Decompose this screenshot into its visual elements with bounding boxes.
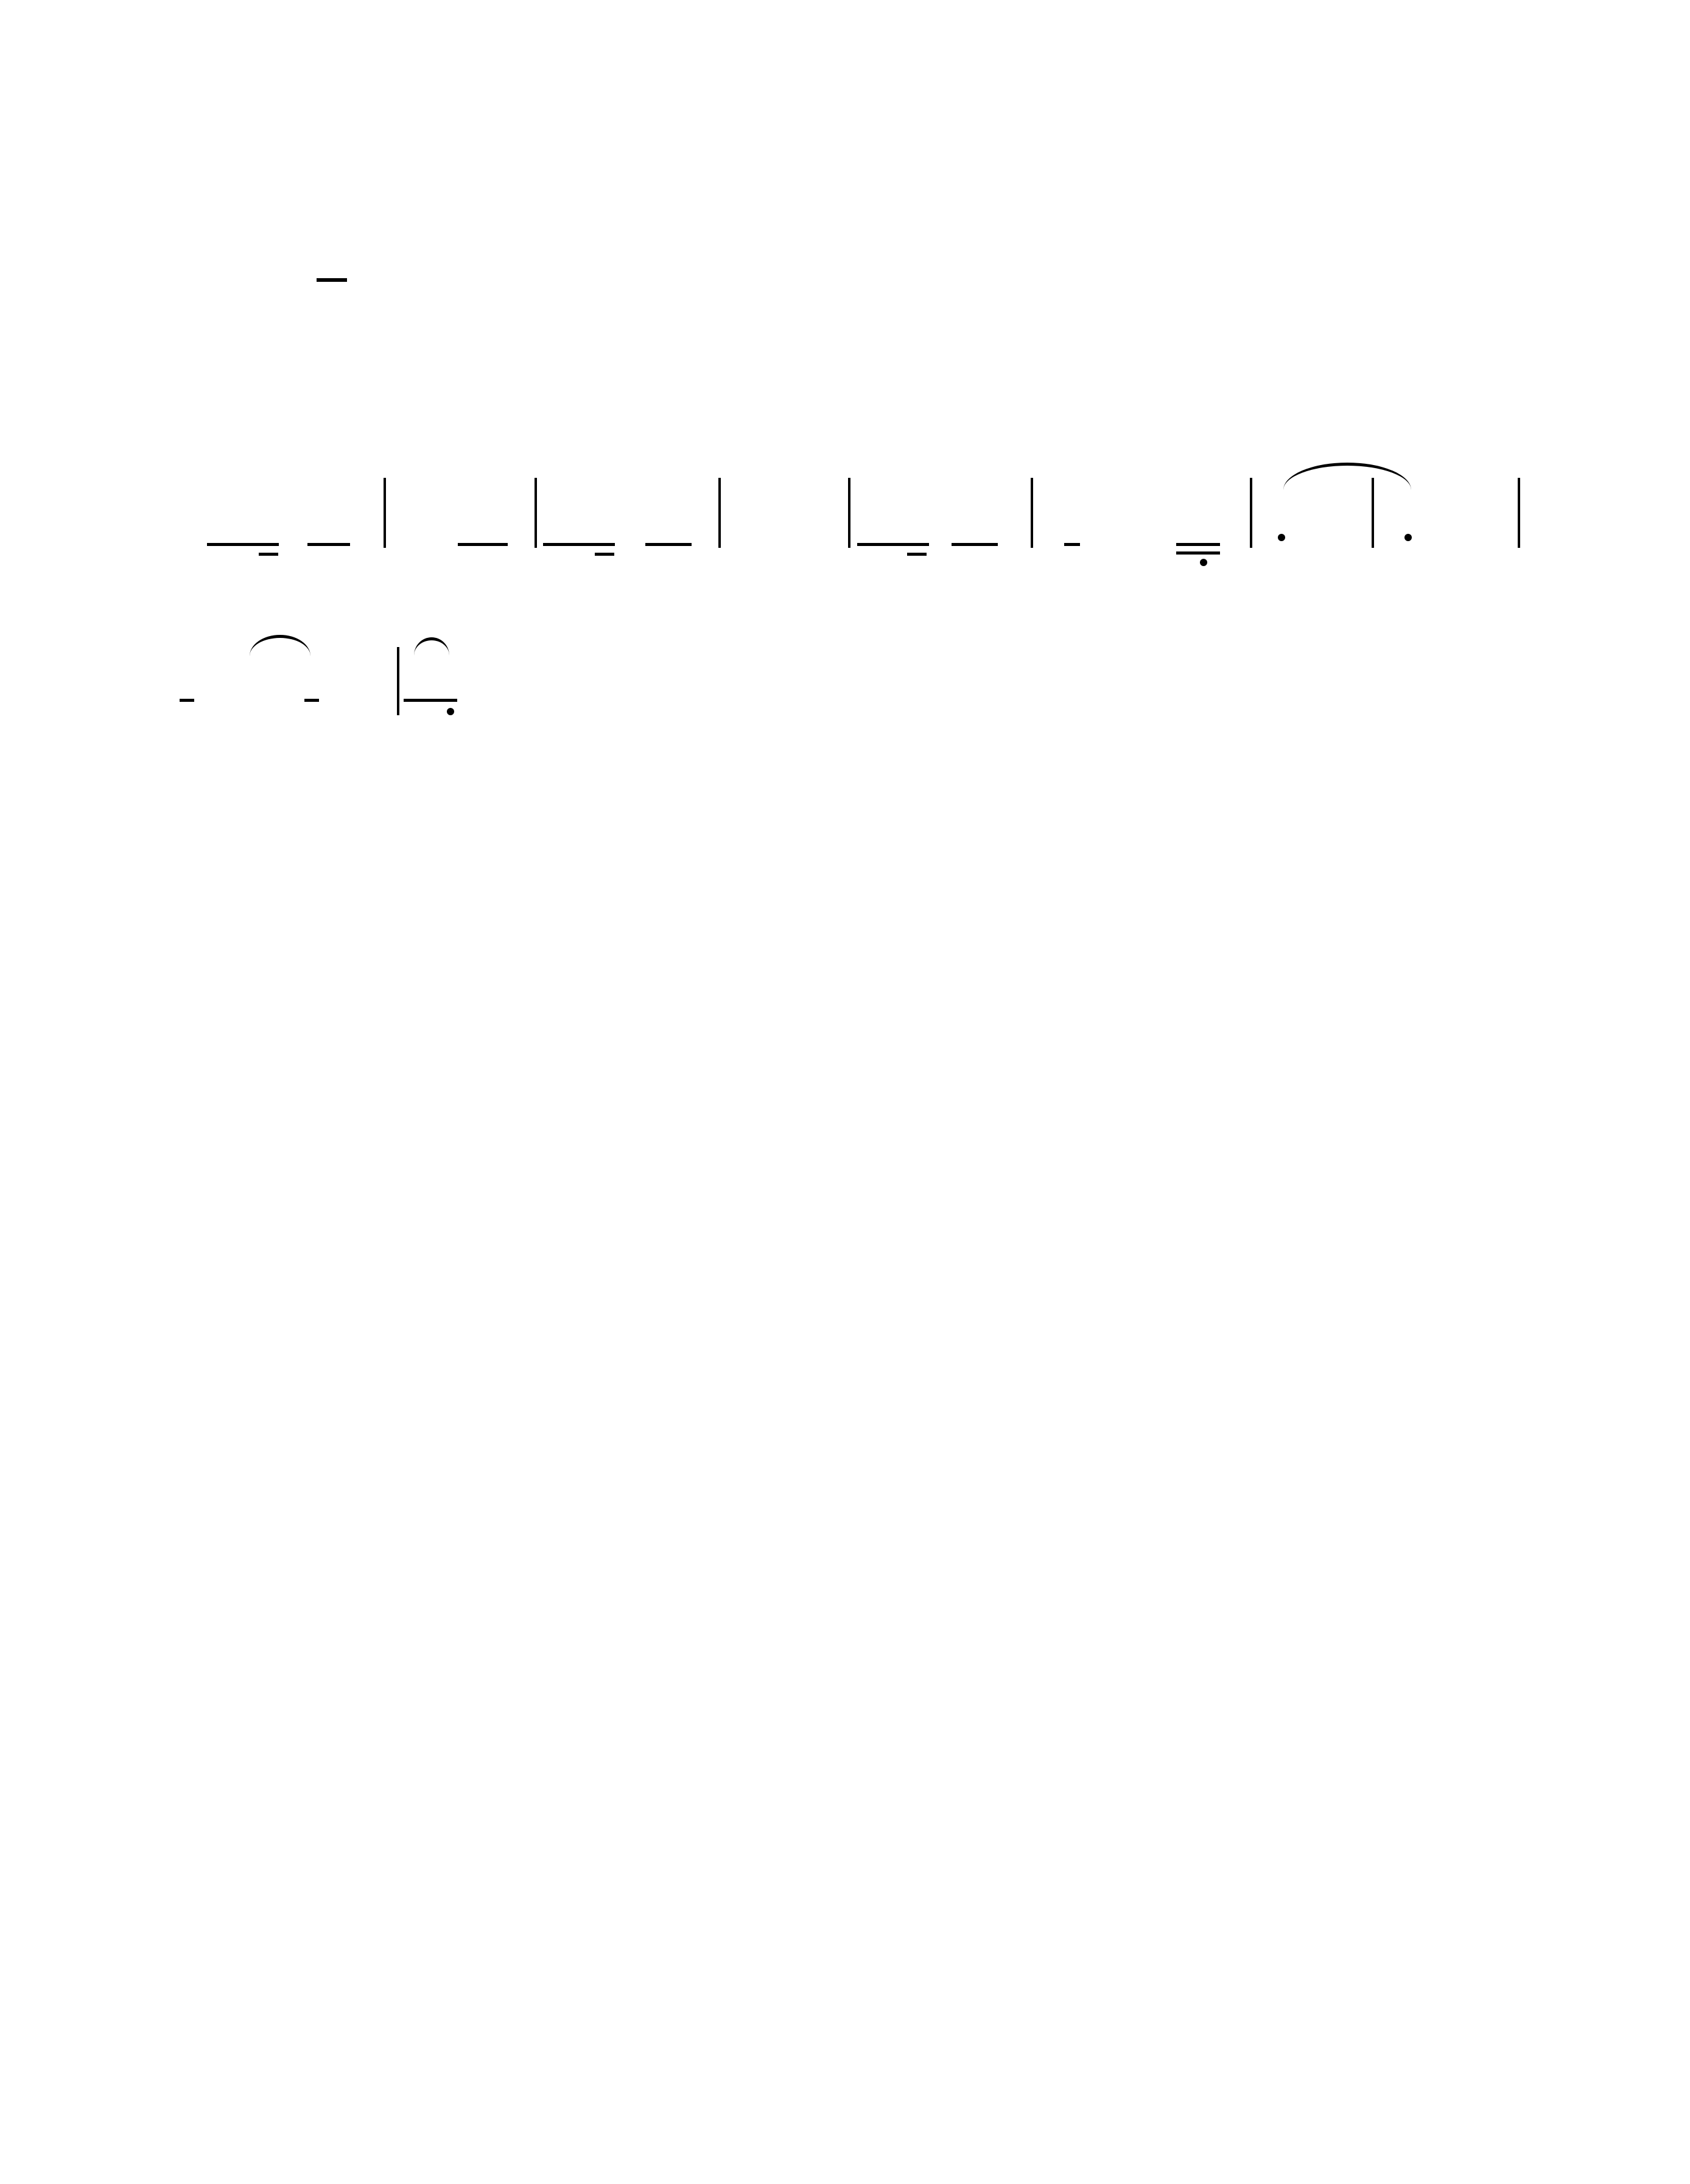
barline	[848, 478, 850, 548]
barline	[397, 647, 399, 715]
underline	[304, 699, 319, 702]
underline	[458, 543, 508, 546]
time-signature-divider	[317, 278, 347, 282]
slur	[414, 637, 449, 656]
barline	[384, 478, 386, 548]
underline	[1064, 543, 1080, 546]
underline	[952, 543, 998, 546]
slur	[250, 635, 310, 656]
underline	[180, 699, 194, 702]
underline	[1176, 551, 1220, 555]
low-octave-dot	[1200, 559, 1207, 566]
low-octave-dot	[1404, 534, 1412, 541]
underline	[207, 543, 279, 546]
barline	[1031, 478, 1033, 548]
underline	[307, 543, 350, 546]
underline	[259, 553, 278, 556]
time-signature	[317, 277, 347, 283]
low-octave-dot	[447, 708, 454, 715]
underline	[857, 543, 929, 546]
underline	[1176, 543, 1220, 546]
underline	[645, 543, 692, 546]
barline	[1250, 478, 1252, 548]
underline	[595, 553, 614, 556]
tie	[1283, 463, 1411, 490]
barline	[535, 478, 537, 548]
underline	[404, 699, 457, 702]
barline	[718, 478, 721, 548]
barline	[1518, 478, 1520, 548]
low-octave-dot	[1278, 534, 1285, 541]
underline	[907, 553, 927, 556]
underline	[543, 543, 615, 546]
